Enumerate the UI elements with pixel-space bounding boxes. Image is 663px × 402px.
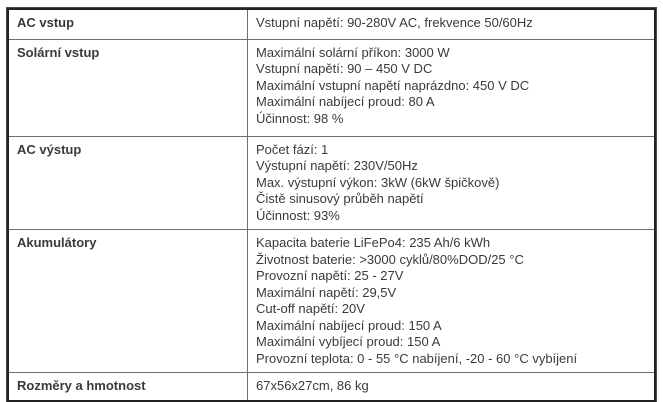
spec-line: Cut-off napětí: 20V [256,301,365,316]
spec-line: Maximální vybíjecí proud: 150 A [256,334,441,349]
row-label: AC výstup [8,136,248,230]
spec-line: Maximální napětí: 29,5V [256,284,397,300]
spec-line: Provozní napětí: 25 - 27V [256,268,404,283]
row-spec-list [248,136,656,230]
spec-line: Vstupní napětí: 90 – 450 V DC [256,61,433,76]
spec-line: Účinnost: 93% [256,207,340,223]
row-spec-list [248,230,656,373]
spec-line: Provozní teplota: 0 - 55 °C nabíjení, -20 - 60 °C vybíjení [256,350,578,366]
spec-table [7,8,656,402]
spec-line: Životnost baterie: >3000 cyklů/80%DOD/25 °C [256,251,524,267]
spec-line: Výstupní napětí: 230V/50Hz [256,158,418,173]
spec-line: Počet fází: 1 [256,141,329,157]
spec-line: 67x56x27cm, 86 kg [256,378,369,393]
table-row [8,9,655,39]
spec-line: Čistě sinusový průběh napětí [256,191,424,206]
spec-line: Vstupní napětí: 90-280V AC, frekvence 50/60Hz [256,15,533,30]
spec-line: Maximální solární příkon: 3000 W [256,44,450,60]
row-label: AC vstup [8,9,248,39]
spec-table-body [8,9,655,401]
row-spec-list [248,373,656,401]
row-label: Solární vstup [8,39,248,136]
spec-line: Max. výstupní výkon: 3kW (6kW špičkově) [256,174,500,190]
spec-line: Účinnost: 98 % [256,110,344,126]
spec-line: Maximální nabíjecí proud: 80 A [256,94,435,109]
row-label: Rozměry a hmotnost [8,373,248,401]
row-spec-list [248,39,656,136]
table-row [8,136,655,230]
spec-line: Maximální vstupní napětí naprázdno: 450 V DC [256,77,530,93]
spec-line: Maximální nabíjecí proud: 150 A [256,317,442,333]
table-row [8,39,655,136]
row-label: Akumulátory [8,230,248,373]
table-row [8,230,655,373]
spec-line: Kapacita baterie LiFePo4: 235 Ah/6 kWh [256,235,491,250]
row-spec-list [248,9,656,39]
table-row [8,373,655,401]
